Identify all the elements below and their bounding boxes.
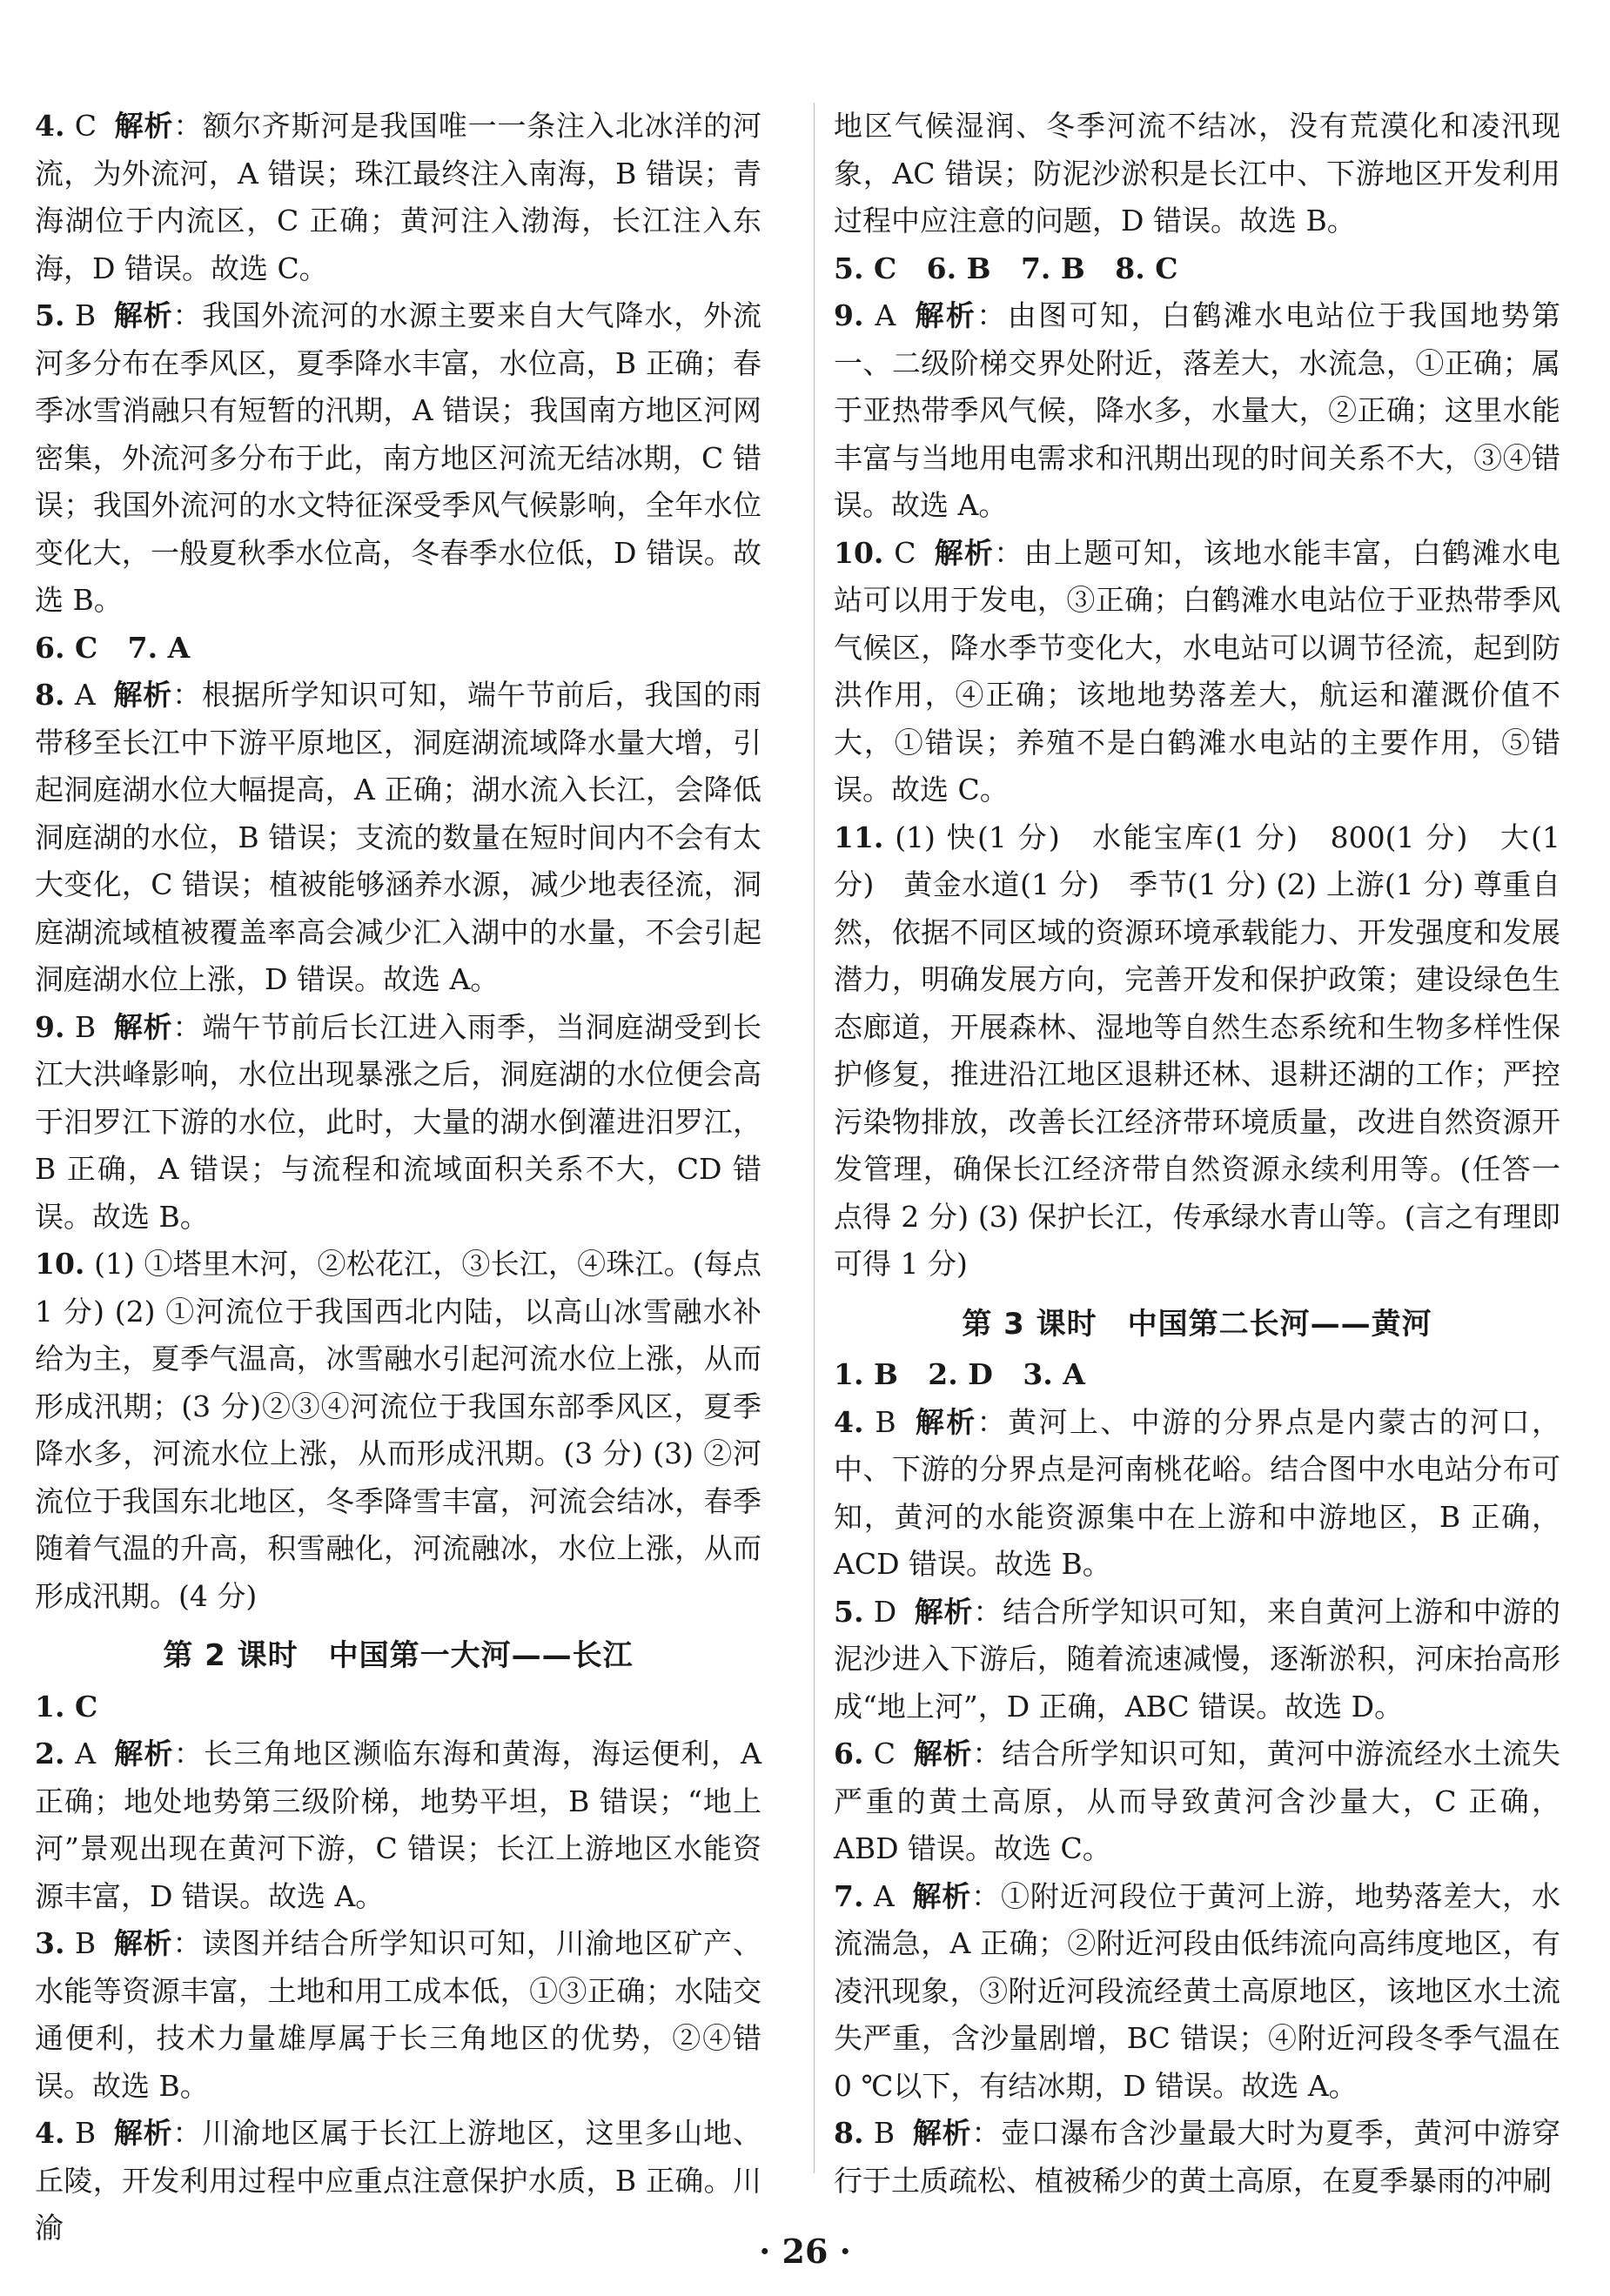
- explanation-text: 长三角地区濒临东海和黄海，海运便利，A 正确；地处地势第三级阶梯，地势平坦，B 错误；“地上河”景观出现在黄河下游，C 错误；长江上游地区水能资源丰富，D 错误。故选 A。: [35, 1737, 761, 1913]
- explanation-text: (1) 快(1 分) 水能宝库(1 分) 800(1 分) 大(1 分) 黄金水道(1 分) 季节(1 分) (2) 上游(1 分) 尊重自然，依据不同区域的资源环境承载能力、开发强度和发展潜力，明确发展方向，完善开发和保护政策；建设绿色生态廊道，开展森林、湿地等自然生态系统和生物多样性保护修复，推进沿江地区退耕还林、退耕还湖的工作；严控污染物排放，改善长江经济带环境质量，改进自然资源开发管理，确保长江经济带自然资源永续利用等。(任答一点得 2 分) (3) 保护长江，传承绿水青山等。(言之有理即可得 1 分): [834, 820, 1560, 1281]
- column-divider: [814, 103, 815, 2173]
- answer-choice: C: [74, 109, 97, 143]
- answer-choice: C: [894, 535, 916, 570]
- answer-choice: B: [873, 2116, 896, 2150]
- explanation-text: 端午节前后长江进入雨季，当洞庭湖受到长江大洪峰影响，水位出现暴涨之后，洞庭湖的水位便会高于汨罗江下游的水位，此时，大量的湖水倒灌进汨罗江，B 正确，A 错误；与流程和流域面积关系不大，CD 错误。故选 B。: [35, 1009, 761, 1234]
- section-title: 第 3 课时 中国第二长河——黄河: [962, 1306, 1432, 1342]
- question-number: 11.: [834, 820, 884, 854]
- explanation-label: 解析: [913, 1404, 977, 1439]
- explanation-text: 我国外流河的水源主要来自大气降水，外流河多分布在季风区，夏季降水丰富，水位高，B 正确；春季冰雪消融只有短暂的汛期，A 错误；我国南方地区河网密集，外流河多分布于此，南方地区河流无结冰期，C 错误；我国外流河的水文特征深受季风气候影响，全年水位变化大，一般夏秋季水位高，冬春季水位低，D 错误。故选 B。: [35, 298, 761, 617]
- explanation-text: 由图可知，白鹤滩水电站位于我国地势第一、二级阶梯交界处附近，落差大，水流急，①正确；属于亚热带季风气候，降水多，水量大，②正确；这里水能丰富与当地用电需求和汛期出现的时间关系不大，③④错误。故选 A。: [834, 298, 1561, 522]
- answer-item: 6. C 解析：结合所学知识可知，黄河中游流经水土流失严重的黄土高原，从而导致黄河含沙量大，C 正确，ABD 错误。故选 C。: [834, 1737, 1561, 1865]
- answer-item: 4. B 解析：黄河上、中游的分界点是内蒙古的河口，中、下游的分界点是河南桃花峪。结合图中水电站分布可知，黄河的水能资源集中在上游和中游地区，B 正确，ACD 错误。故选 B。: [834, 1404, 1561, 1581]
- question-number: 4.: [35, 2116, 65, 2150]
- question-number: 10.: [35, 1247, 85, 1281]
- answer-item: 8. A 解析：根据所学知识可知，端午节前后，我国的雨带移至长江中下游平原地区，洞庭湖流域降水量大增，引起洞庭湖水位大幅提高，A 正确；湖水流入长江，会降低洞庭湖的水位，B 错误；支流的数量在短时间内不会有太大变化，C 错误；植被能够涵养水源，减少地表径流，洞庭湖流域植被覆盖率高会减少汇入湖中的水量，不会引起洞庭湖水位上涨，D 错误。故选 A。: [35, 678, 762, 996]
- question-number: 5.: [35, 298, 65, 332]
- answer-item: 3. B 解析：读图并结合所学知识可知，川渝地区矿产、水能等资源丰富，土地和用工成本低，①③正确；水陆交通便利，技术力量雄厚属于长三角地区的优势，②④错误。故选 B。: [35, 1926, 761, 2103]
- explanation-text: 由上题可知，该地水能丰富，白鹤滩水电站可以用于发电，③正确；白鹤滩水电站位于亚热带季风气候区，降水季节变化大，水电站可以调节径流，起到防洪作用，④正确；该地地势落差大，航运和灌溉价值不大，①错误；养殖不是白鹤滩水电站的主要作用，⑤错误。故选 C。: [834, 535, 1561, 807]
- answer-choice: B: [74, 1009, 97, 1044]
- explanation-text: 黄河上、中游的分界点是内蒙古的河口，中、下游的分界点是河南桃花峪。结合图中水电站分布可知，黄河的水能资源集中在上游和中游地区，B 正确，ACD 错误。故选 B。: [834, 1404, 1561, 1581]
- answer-item: 5. D 解析：结合所学知识可知，来自黄河上游和中游的泥沙进入下游后，随着流速减慢，逐渐淤积，河床抬高形成“地上河”，D 正确，ABC 错误。故选 D。: [834, 1594, 1561, 1724]
- explanation-label: 解析: [112, 1737, 174, 1771]
- explanation-text: 额尔齐斯河是我国唯一一条注入北冰洋的河流，为外流河，A 错误；珠江最终注入南海，B 错误；青海湖位于内流区，C 正确；黄河注入渤海，长江注入东海，D 错误。故选 C。: [35, 109, 762, 285]
- answer-choice: A: [875, 298, 896, 332]
- short-answers: 1. B 2. D 3. A: [834, 1357, 1085, 1391]
- answer-item: 9. B 解析：端午节前后长江进入雨季，当洞庭湖受到长江大洪峰影响，水位出现暴涨之后，洞庭湖的水位便会高于汨罗江下游的水位，此时，大量的湖水倒灌进汨罗江，B 正确，A 错误；与流程和流域面积关系不大，CD 错误。故选 B。: [35, 1009, 761, 1234]
- answer-item: 7. A 解析：①附近河段位于黄河上游，地势落差大，水流湍急，A 正确；②附近河段由低纬流向高纬度地区，有凌汛现象，③附近河段流经黄土高原地区，该地区水土流失严重，含沙量剧增，BC 错误；④附近河段冬季气温在 0 ℃以下，有结冰期，D 错误。故选 A。: [834, 1878, 1561, 2103]
- short-answers: 6. C 7. A: [35, 630, 191, 665]
- answer-choice: B: [875, 1404, 896, 1439]
- explanation-label: 解析: [911, 2116, 972, 2150]
- answer-item: [834, 814, 1560, 1289]
- explanation-label: 解析: [933, 535, 995, 570]
- answer-choice: A: [74, 678, 96, 712]
- short-answers: 5. C 6. B 7. B 8. C: [834, 251, 1178, 285]
- answer-item: 10. C 解析：由上题可知，该地水能丰富，白鹤滩水电站可以用于发电，③正确；白鹤滩水电站位于亚热带季风气候区，降水季节变化大，水电站可以调节径流，起到防洪作用，④正确；该地地势落差大，航运和灌溉价值不大，①错误；养殖不是白鹤滩水电站的主要作用，⑤错误。故选 C。: [834, 535, 1561, 807]
- question-number: 5.: [834, 1594, 864, 1629]
- answer-choice: B: [74, 298, 97, 332]
- section-title: 第 2 课时 中国第一大河——长江: [163, 1638, 634, 1673]
- question-number: 2.: [35, 1737, 65, 1771]
- question-number: 7.: [834, 1878, 864, 1913]
- answer-item: 8. B 解析：壶口瀑布含沙量最大时为夏季，黄河中游穿行于土质疏松、植被稀少的黄土高原，在夏季暴雨的冲刷: [834, 2116, 1560, 2198]
- explanation-text: 根据所学知识可知，端午节前后，我国的雨带移至长江中下游平原地区，洞庭湖流域降水量大增，引起洞庭湖水位大幅提高，A 正确；湖水流入长江，会降低洞庭湖的水位，B 错误；支流的数量在短时间内不会有太大变化，C 错误；植被能够涵养水源，减少地表径流，洞庭湖流域植被覆盖率高会减少汇入湖中的水量，不会引起洞庭湖水位上涨，D 错误。故选 A。: [35, 678, 762, 996]
- answer-choice: A: [873, 1878, 895, 1913]
- answer-item: [35, 1241, 761, 1620]
- question-number: 10.: [834, 535, 884, 570]
- right-column: [834, 103, 1560, 2205]
- question-number: 3.: [35, 1926, 65, 1960]
- explanation-text: 壶口瀑布含沙量最大时为夏季，黄河中游穿行于土质疏松、植被稀少的黄土高原，在夏季暴雨的冲刷: [834, 2116, 1560, 2198]
- answer-choice: B: [74, 1926, 97, 1960]
- short-answers: 1. C: [35, 1689, 98, 1724]
- answer-choice: D: [873, 1594, 897, 1629]
- explanation-label: 解析: [913, 1594, 974, 1629]
- explanation-label: 解析: [113, 109, 174, 143]
- explanation-label: 解析: [112, 1926, 173, 1960]
- explanation-text: (1) ①塔里木河，②松花江，③长江，④珠江。(每点 1 分) (2) ①河流位于我国西北内陆，以高山冰雪融水补给为主，夏季气温高，冰雪融水引起河流水位上涨，从而形成汛期；(3 分)②③④河流位于我国东部季风区，夏季降水多，河流水位上涨，从而形成汛期。(3 分) (3) ②河流位于我国东北地区，冬季降雪丰富，河流会结冰，春季随着气温的升高，积雪融化，河流融冰，水位上涨，从而形成汛期。(4 分): [35, 1247, 761, 1613]
- explanation-text: 结合所学知识可知，黄河中游流经水土流失严重的黄土高原，从而导致黄河含沙量大，C 正确，ABD 错误。故选 C。: [834, 1737, 1561, 1865]
- page-number: · 26 ·: [759, 2232, 851, 2271]
- question-number: 9.: [834, 298, 864, 332]
- answer-choice: A: [75, 1737, 97, 1771]
- answer-choice: B: [74, 2116, 97, 2150]
- question-number: 9.: [35, 1009, 65, 1044]
- explanation-text: ①附近河段位于黄河上游，地势落差大，水流湍急，A 正确；②附近河段由低纬流向高纬度地区，有凌汛现象，③附近河段流经黄土高原地区，该地区水土流失严重，含沙量剧增，BC 错误；④附近河段冬季气温在 0 ℃以下，有结冰期，D 错误。故选 A。: [834, 1878, 1561, 2103]
- answer-item: 9. A 解析：由图可知，白鹤滩水电站位于我国地势第一、二级阶梯交界处附近，落差大，水流急，①正确；属于亚热带季风气候，降水多，水量大，②正确；这里水能丰富与当地用电需求和汛期出现的时间关系不大，③④错误。故选 A。: [834, 298, 1561, 522]
- explanation-label: 解析: [913, 298, 977, 332]
- question-number: 4.: [834, 1404, 864, 1439]
- answer-item: 5. B 解析：我国外流河的水源主要来自大气降水，外流河多分布在季风区，夏季降水丰富，水位高，B 正确；春季冰雪消融只有短暂的汛期，A 错误；我国南方地区河网密集，外流河多分布于此，南方地区河流无结冰期，C 错误；我国外流河的水文特征深受季风气候影响，全年水位变化大，一般夏秋季水位高，冬春季水位低，D 错误。故选 B。: [35, 298, 761, 617]
- explanation-text: 读图并结合所学知识可知，川渝地区矿产、水能等资源丰富，土地和用工成本低，①③正确；水陆交通便利，技术力量雄厚属于长三角地区的优势，②④错误。故选 B。: [35, 1926, 761, 2103]
- answer-item: 4. C 解析：额尔齐斯河是我国唯一一条注入北冰洋的河流，为外流河，A 错误；珠江最终注入南海，B 错误；青海湖位于内流区，C 正确；黄河注入渤海，长江注入东海，D 错误。故选 C。: [35, 109, 762, 285]
- explanation-label: 解析: [112, 298, 173, 332]
- explanation-label: 解析: [112, 1009, 173, 1044]
- answer-choice: C: [873, 1737, 896, 1771]
- question-number: 8.: [35, 678, 65, 712]
- explanation-text: 川渝地区属于长江上游地区，这里多山地、丘陵，开发利用过程中应重点注意保护水质，B 正确。川渝: [35, 2116, 761, 2245]
- left-column: [35, 103, 761, 2252]
- explanation-label: 解析: [112, 678, 173, 712]
- explanation-label: 解析: [112, 2116, 173, 2150]
- explanation-label: 解析: [911, 1878, 972, 1913]
- question-number: 6.: [834, 1737, 864, 1771]
- explanation-text: 结合所学知识可知，来自黄河上游和中游的泥沙进入下游后，随着流速减慢，逐渐淤积，河床抬高形成“地上河”，D 正确，ABC 错误。故选 D。: [834, 1594, 1561, 1724]
- continued-explanation: 地区气候湿润、冬季河流不结冰，没有荒漠化和凌汛现象，AC 错误；防泥沙淤积是长江中、下游地区开发利用过程中应注意的问题，D 错误。故选 B。: [834, 109, 1560, 238]
- answer-item: 4. B 解析：川渝地区属于长江上游地区，这里多山地、丘陵，开发利用过程中应重点注意保护水质，B 正确。川渝: [35, 2116, 761, 2245]
- explanation-label: 解析: [912, 1737, 973, 1771]
- question-number: 4.: [35, 109, 65, 143]
- question-number: 8.: [834, 2116, 864, 2150]
- answer-item: 2. A 解析：长三角地区濒临东海和黄海，海运便利，A 正确；地处地势第三级阶梯，地势平坦，B 错误；“地上河”景观出现在黄河下游，C 错误；长江上游地区水能资源丰富，D 错误。故选 A。: [35, 1737, 761, 1913]
